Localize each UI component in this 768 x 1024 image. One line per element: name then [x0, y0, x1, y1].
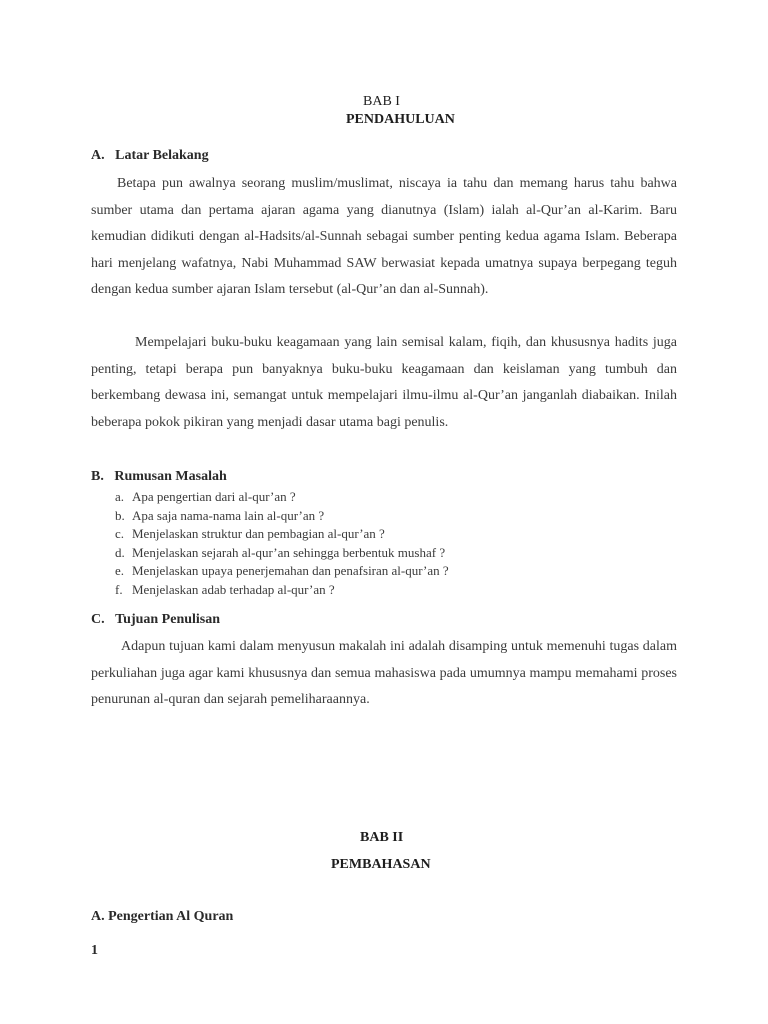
list-item — [91, 507, 449, 526]
list-marker: e. — [115, 563, 125, 579]
list-marker: f. — [115, 581, 123, 597]
list-item — [91, 562, 449, 581]
bab1-number: BAB I — [363, 94, 400, 109]
section-a-paragraph-2: Mempelajari buku-buku keagamaan yang lain semisal kalam, fiqih, dan khususnya hadits juga penting, tetapi berapa pun banyaknya buku-buku keagamaan dan keislaman yang tumbuh dan berkembang dewasa ini, semangat untuk mempelajari ilmu-ilmu al-Qur’an janganlah diabaikan. Inilah beberapa pokok pikiran yang menjadi dasar utama bagi penulis. — [91, 335, 677, 430]
section-a-paragraph-1: Betapa pun awalnya seorang muslim/muslimat, niscaya ia tahu dan memang harus tahu bahwa sumber utama dan pertama ajaran agama yang dianutnya (Islam) ialah al-Qur’an al-Karim. Baru kemudian didikuti dengan al-Hadsits/al-Sunnah sebagai sumber penting kedua agama Islam. Beberapa hari menjelang wafatnya, Nabi Muhammad SAW berwasiat kepada umatnya supaya berpegang teguh dengan kedua sumber ajaran Islam tersebut (al-Qur’an dan al-Sunnah). — [91, 176, 677, 297]
list-item — [91, 525, 449, 544]
list-item-text: Apa saja nama-nama lain al-qur’an ? — [132, 507, 325, 523]
list-item-text: Menjelaskan adab terhadap al-qur’an ? — [132, 581, 335, 597]
section-c-paragraph: Adapun tujuan kami dalam menyusun makalah ini adalah disamping untuk memenuhi tugas dalam perkuliahan juga agar kami khususnya dan semua mahasiswa pada umumnya mampu memahami proses penurunan al-quran dan sejarah pemeliharaannya. — [91, 639, 677, 707]
bab2-subheading: A. Pengertian Al Quran — [91, 909, 234, 924]
section-a-heading: A. Latar Belakang — [91, 148, 209, 163]
list-item — [91, 581, 449, 600]
section-b-heading: B. Rumusan Masalah — [91, 469, 227, 484]
page-number: 1 — [91, 943, 98, 958]
list-item-text: Menjelaskan upaya penerjemahan dan penafsiran al-qur’an ? — [132, 563, 449, 579]
list-item-text: Menjelaskan struktur dan pembagian al-qur’an ? — [132, 526, 385, 542]
problem-list — [91, 488, 449, 600]
list-item-text: Apa pengertian dari al-qur’an ? — [132, 489, 296, 504]
list-item-text: Menjelaskan sejarah al-qur’an sehingga berbentuk mushaf ? — [132, 544, 446, 560]
list-item — [91, 544, 449, 563]
section-c-heading: C. Tujuan Penulisan — [91, 612, 221, 627]
bab1-title: PENDAHULUAN — [346, 112, 455, 127]
bab2-title: PEMBAHASAN — [331, 857, 431, 872]
list-marker: c. — [115, 526, 125, 542]
list-item — [91, 488, 449, 507]
list-marker: a. — [115, 489, 125, 504]
list-marker: d. — [115, 544, 125, 560]
list-marker: b. — [115, 507, 125, 523]
bab2-number: BAB II — [360, 830, 404, 845]
